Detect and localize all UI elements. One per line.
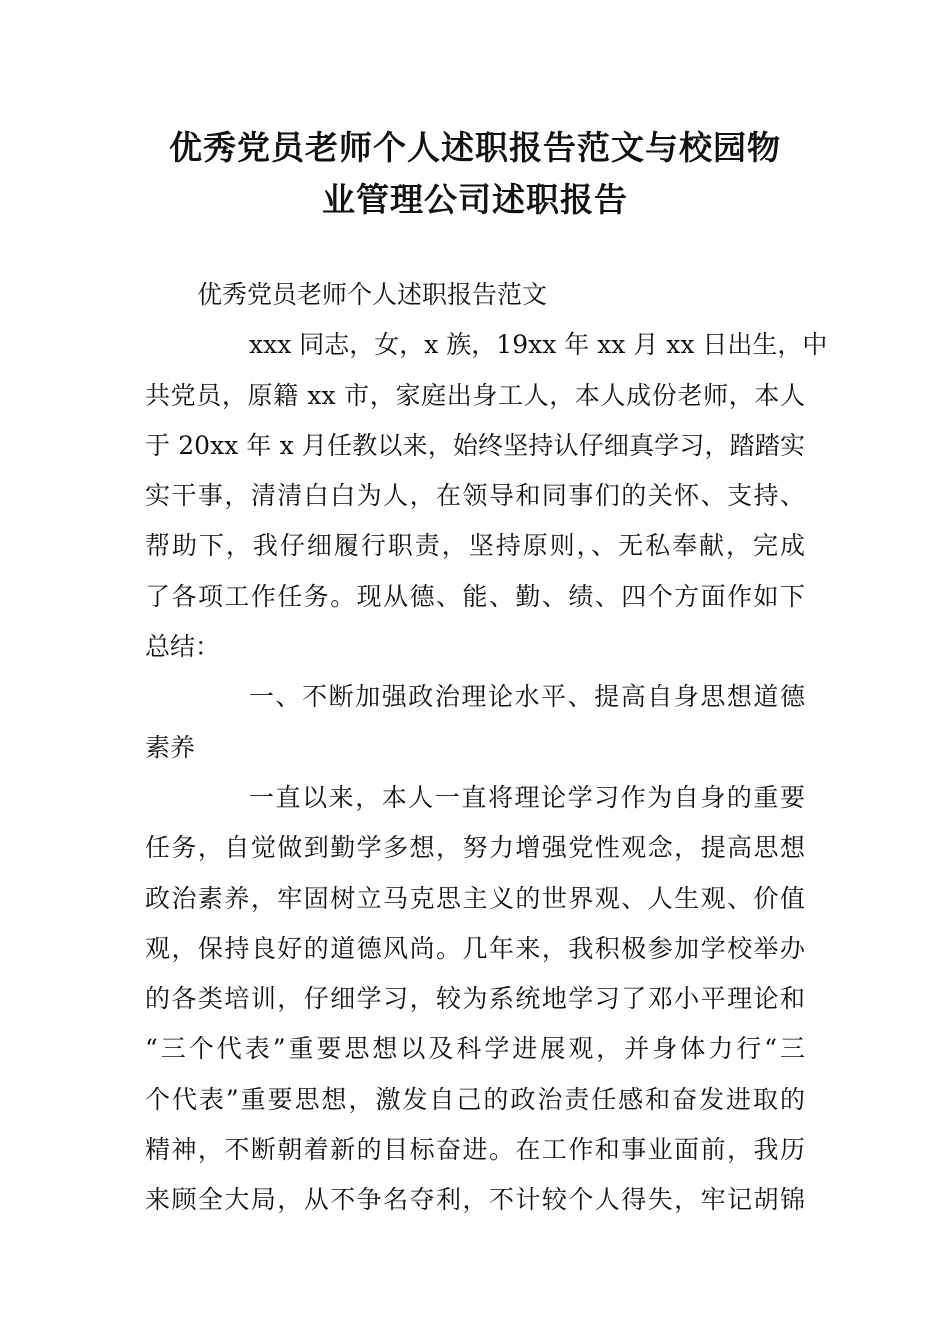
paragraph-line: 观，保持良好的道德风尚。几年来，我积极参加学校举办 xyxy=(145,933,805,963)
paragraph-line: 了各项工作任务。现从德、能、勤、绩、四个方面作如下 xyxy=(145,581,805,611)
paragraph-line: 的各类培训，仔细学习，较为系统地学习了邓小平理论和 xyxy=(145,984,805,1014)
section-heading-1 xyxy=(145,672,805,773)
title-line: 业管理公司述职报告 xyxy=(322,180,628,219)
paragraph-line: 政治素养，牢固树立马克思主义的世界观、人生观、价值 xyxy=(145,883,805,913)
document-title xyxy=(140,122,810,226)
paragraph-line: 总结： xyxy=(145,632,221,662)
paragraph-line: 个代表”重要思想，激发自己的政治责任感和奋发进取的 xyxy=(145,1084,805,1114)
paragraph-line: 一、不断加强政治理论水平、提高自身思想道德 xyxy=(249,682,805,712)
section-subheading: 优秀党员老师个人述职报告范文 xyxy=(197,280,548,309)
paragraph-line: 素养 xyxy=(145,732,196,762)
paragraph-line: 精神，不断朝着新的目标奋进。在工作和事业面前，我历 xyxy=(145,1135,805,1165)
paragraph-line: 帮助下，我仔细履行职责，坚持原则，、无私奉献，完成 xyxy=(145,531,805,561)
paragraph-line: 一直以来，本人一直将理论学习作为自身的重要 xyxy=(249,782,805,812)
paragraph-intro xyxy=(145,320,828,672)
document-body xyxy=(145,270,828,1226)
paragraph-line: 于 20xx 年 x 月任教以来，始终坚持认仔细真学习，踏踏实 xyxy=(145,430,805,460)
paragraph-line: 任务，自觉做到勤学多想，努力增强党性观念，提高思想 xyxy=(145,833,805,863)
paragraph-line: 实干事，清清白白为人，在领导和同事们的关怀、支持、 xyxy=(145,481,805,511)
paragraph-line: 来顾全大局，从不争名夺利，不计较个人得失，牢记胡锦 xyxy=(145,1185,805,1215)
paragraph-theory-study xyxy=(145,773,805,1226)
title-line: 优秀党员老师个人述职报告范文与校园物 xyxy=(169,128,781,167)
paragraph-line: “三个代表”重要思想以及科学进展观，并身体力行“三 xyxy=(145,1034,805,1064)
paragraph-line: 共党员，原籍 xx 市，家庭出身工人，本人成份老师，本人 xyxy=(145,380,805,410)
paragraph-line: xxx 同志，女，x 族，19xx 年 xx 月 xx 日出生，中 xyxy=(249,330,828,360)
